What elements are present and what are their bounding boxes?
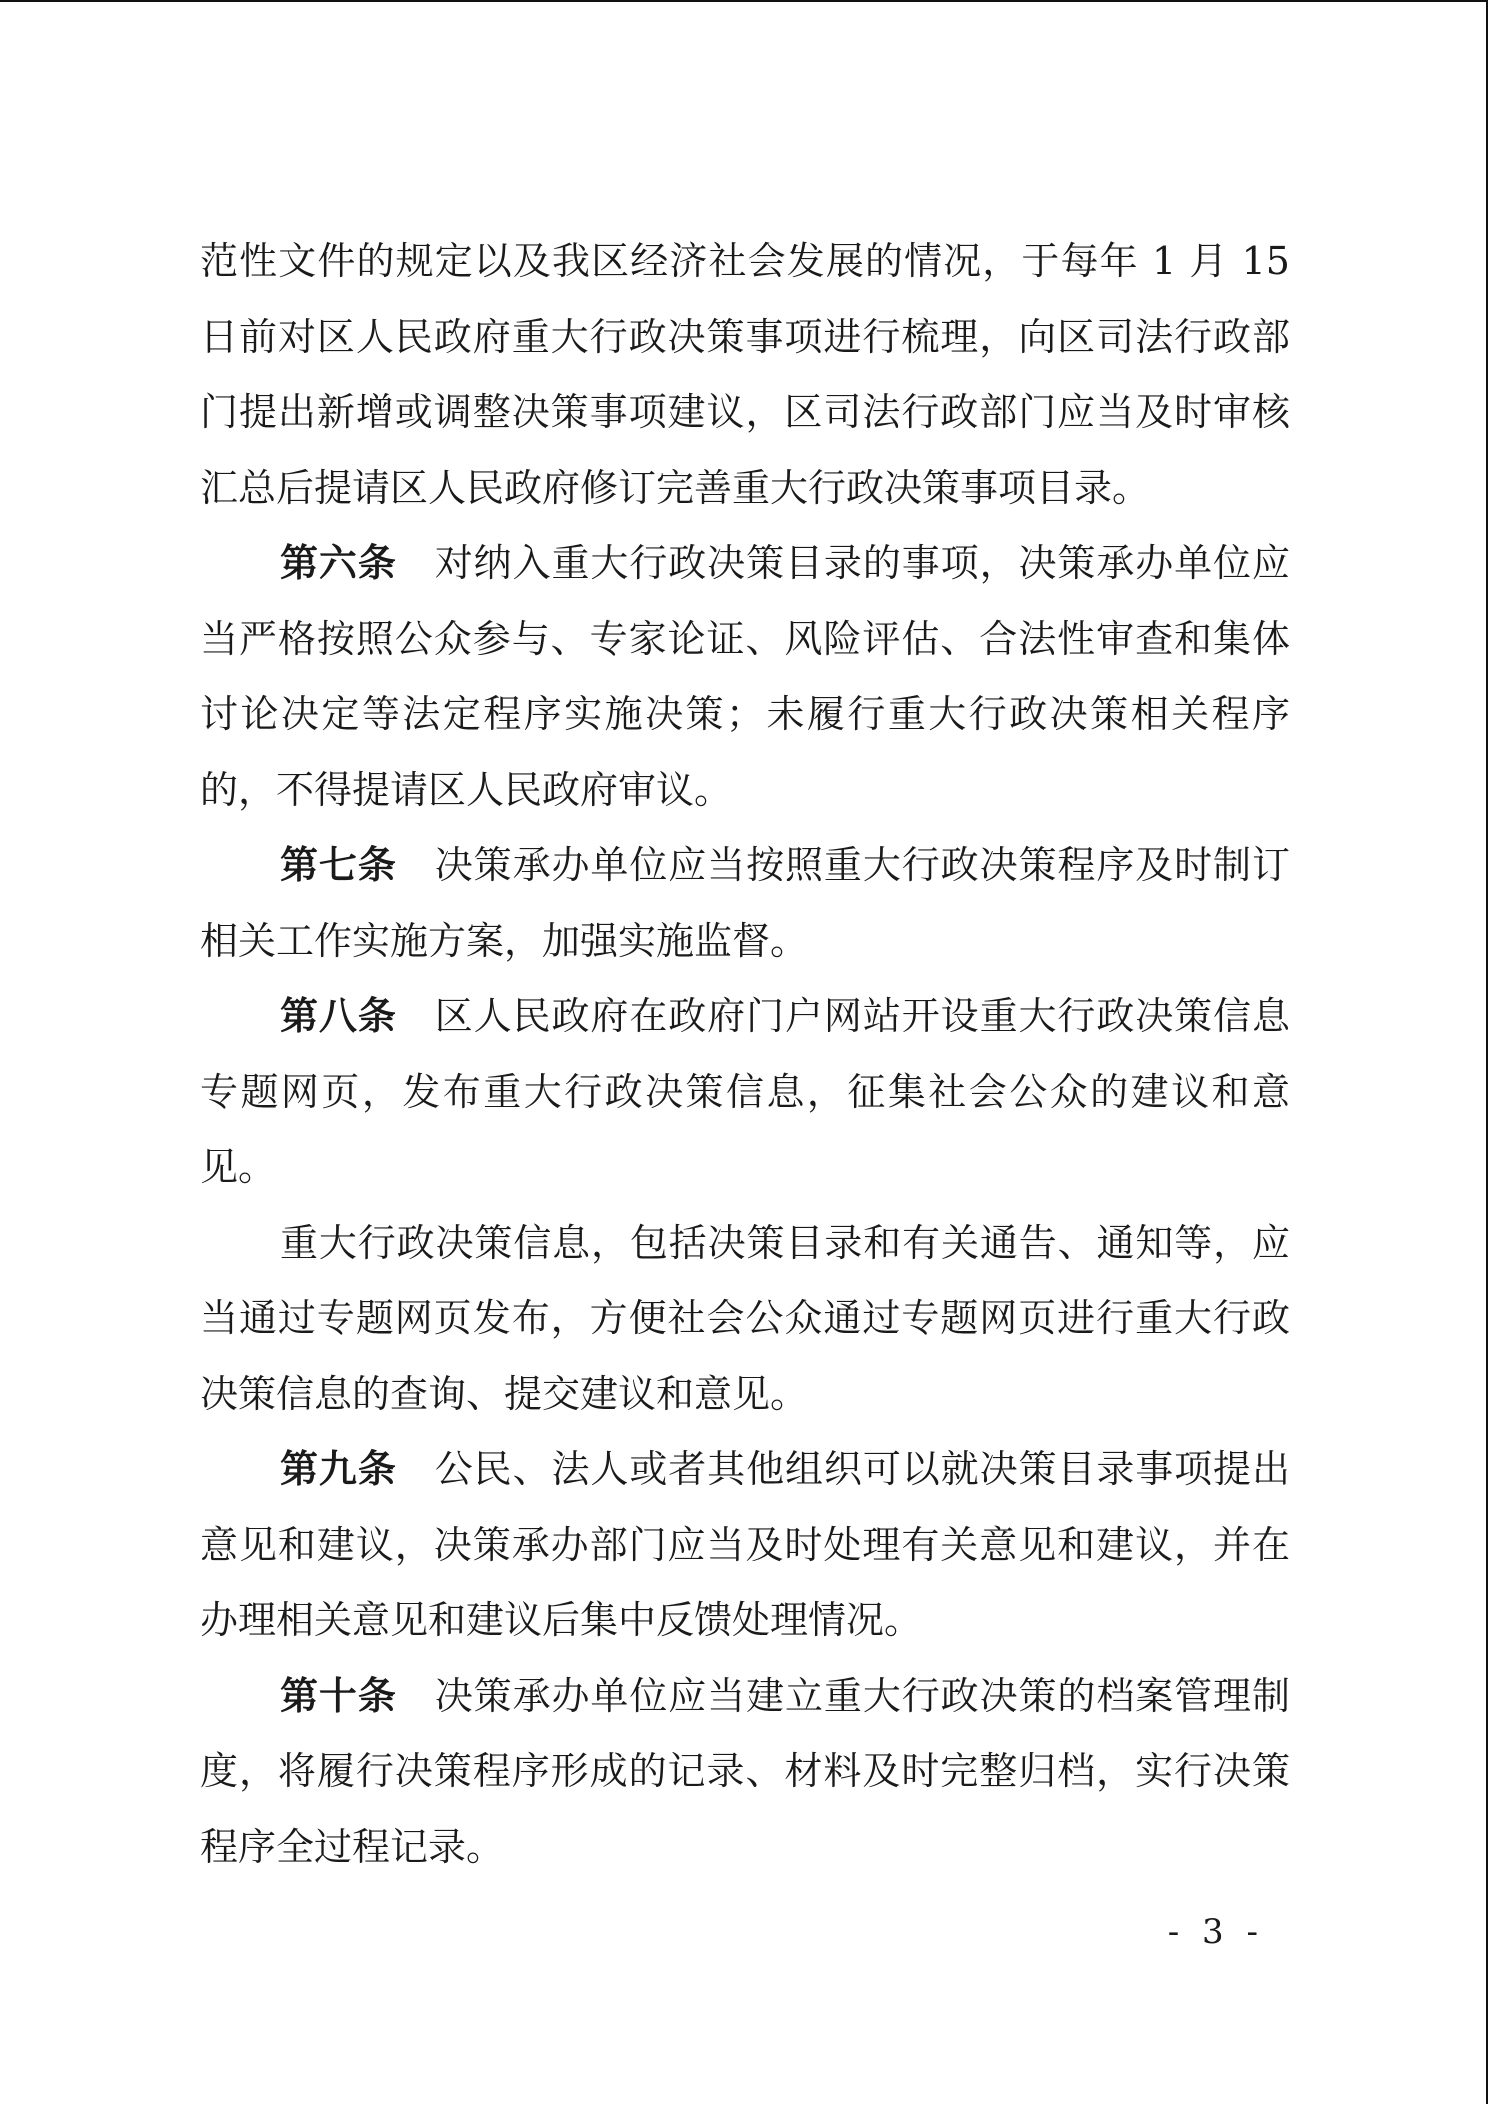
- article-8: [200, 979, 1290, 1206]
- article-label: 第六条: [280, 541, 397, 585]
- article-label: 第九条: [280, 1447, 397, 1491]
- article-label: 第八条: [280, 994, 397, 1038]
- paragraph-text: 重大行政决策信息，包括决策目录和有关通告、通知等，应当通过专题网页发布，方便社会公众通过专题网页进行重大行政决策信息的查询、提交建议和意见。: [200, 1220, 1290, 1416]
- article-text: 决策承办单位应当建立重大行政决策的档案管理制度，将履行决策程序形成的记录、材料及时完整归档，实行决策程序全过程记录。: [200, 1673, 1290, 1869]
- article-8-subparagraph: [200, 1206, 1290, 1433]
- paragraph-continuation: [200, 224, 1290, 526]
- article-9: [200, 1432, 1290, 1659]
- page-number: - 3 -: [1167, 1912, 1264, 1952]
- article-label: 第七条: [280, 843, 397, 887]
- article-7: [200, 828, 1290, 979]
- article-6: [200, 526, 1290, 828]
- article-text: 决策承办单位应当按照重大行政决策程序及时制订相关工作实施方案，加强实施监督。: [200, 843, 1290, 963]
- article-text: 区人民政府在政府门户网站开设重大行政决策信息专题网页，发布重大行政决策信息，征集社会公众的建议和意见。: [200, 994, 1290, 1189]
- paragraph-text: 范性文件的规定以及我区经济社会发展的情况，于每年 1 月 15 日前对区人民政府重大行政决策事项进行梳理，向区司法行政部门提出新增或调整决策事项建议，区司法行政部门应当及时审核汇总后提请区人民政府修订完善重大行政决策事项目录。: [200, 239, 1290, 510]
- article-10: [200, 1659, 1290, 1886]
- article-text: 对纳入重大行政决策目录的事项，决策承办单位应当严格按照公众参与、专家论证、风险评估、合法性审查和集体讨论决定等法定程序实施决策；未履行重大行政决策相关程序的，不得提请区人民政府审议。: [200, 541, 1290, 812]
- article-text: 公民、法人或者其他组织可以就决策目录事项提出意见和建议，决策承办部门应当及时处理有关意见和建议，并在办理相关意见和建议后集中反馈处理情况。: [200, 1447, 1290, 1642]
- article-label: 第十条: [280, 1673, 397, 1718]
- document-body: [200, 224, 1290, 1885]
